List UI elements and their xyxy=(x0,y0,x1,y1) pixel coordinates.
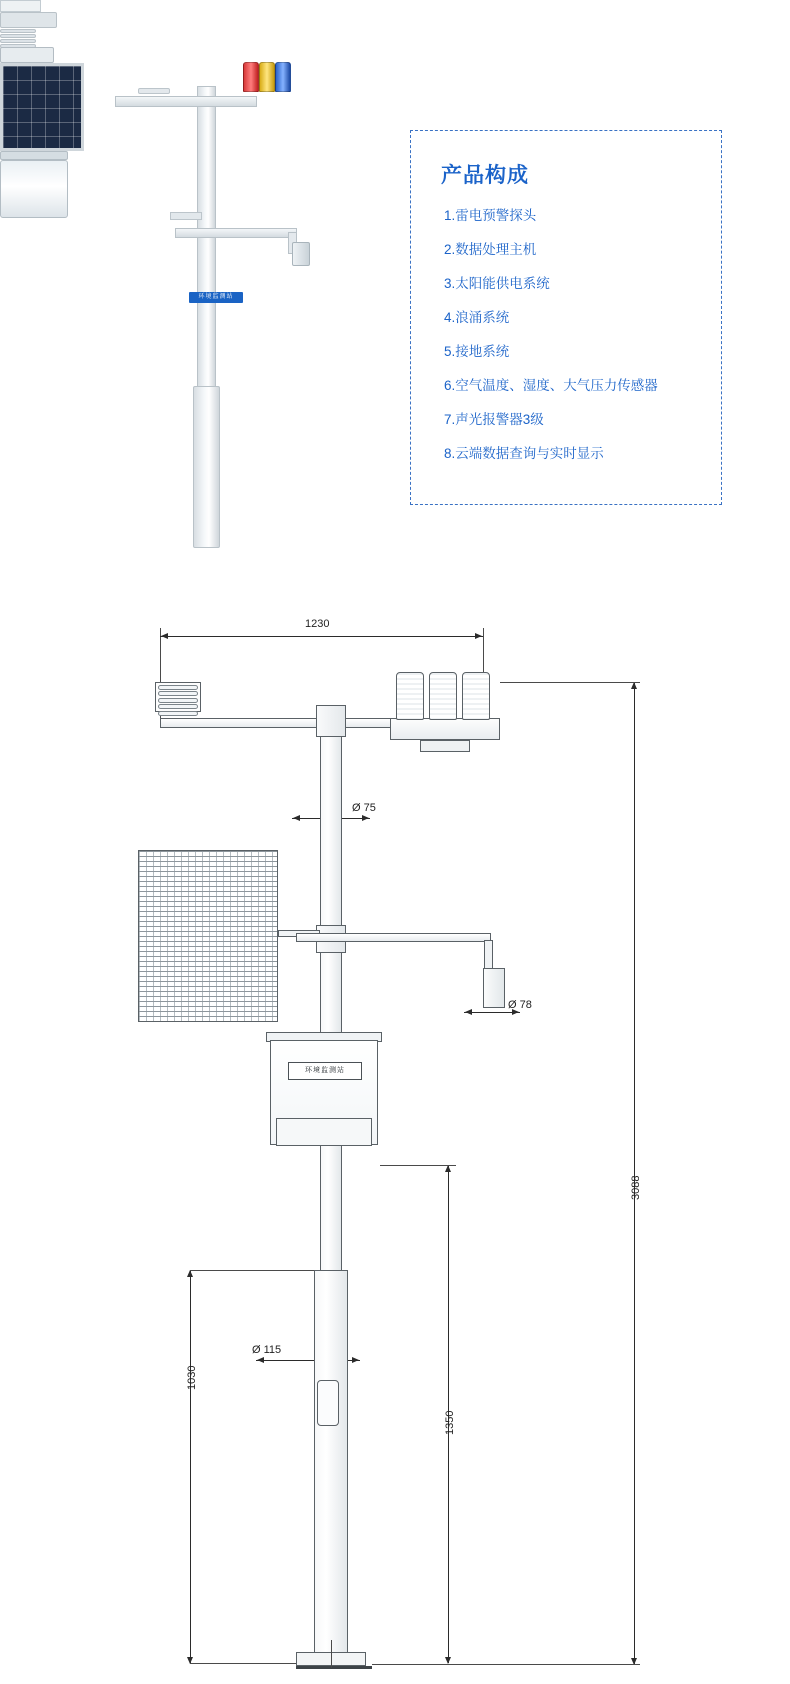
dim-1350: 1350 xyxy=(444,1410,456,1435)
photo-shield-stem xyxy=(138,88,170,94)
drawing-base-centerline xyxy=(331,1640,332,1668)
dim-top-width: 1230 xyxy=(305,618,330,630)
photo-host-box xyxy=(0,160,68,218)
drawing-pole-lower xyxy=(314,1270,348,1660)
photo-solar-bracket xyxy=(170,212,202,220)
drawing-lamp-bracket xyxy=(420,740,470,752)
photo-cross-arm xyxy=(115,96,257,107)
list-item: 8.云端数据查询与实时显示 xyxy=(444,446,604,461)
drawing-radiation-shield xyxy=(155,682,201,712)
drawing-alarm-lamp-2 xyxy=(429,672,457,720)
drawing-solar-panel xyxy=(138,850,278,1022)
list-item: 1.雷电预警探头 xyxy=(444,208,537,223)
drawing-sensor-arm xyxy=(296,933,491,942)
photo-pole-lower xyxy=(193,386,220,548)
drawing-alarm-lamp-1 xyxy=(396,672,424,720)
lightning-sensor-icon xyxy=(292,242,310,266)
list-item: 5.接地系统 xyxy=(444,344,510,359)
photo-lamp-base xyxy=(0,47,54,63)
drawing-device-label: 环境监测站 xyxy=(288,1062,362,1080)
dim-dia-115: Ø 115 xyxy=(252,1344,282,1356)
photo-base-collar xyxy=(0,0,41,12)
list-item: 7.声光报警器3级 xyxy=(444,412,544,427)
ext-line-1030-bottom xyxy=(190,1663,300,1664)
list-item: 4.浪涌系统 xyxy=(444,310,510,325)
ext-line-1350-top xyxy=(380,1165,456,1166)
dim-1030: 1030 xyxy=(186,1365,198,1390)
dim-dia-75: Ø 75 xyxy=(352,802,376,814)
list-item: 6.空气温度、湿度、大气压力传感器 xyxy=(444,378,658,393)
drawing-lightning-sensor xyxy=(483,968,505,1008)
dim-line-total-height xyxy=(634,682,635,1664)
drawing-arm-collar-top xyxy=(316,705,346,737)
composition-list xyxy=(444,199,714,471)
drawing-host-box-lower xyxy=(276,1118,372,1146)
drawing-ground-line xyxy=(296,1666,372,1669)
ext-line-total-top xyxy=(500,682,640,683)
drawing-access-door xyxy=(317,1380,339,1426)
dim-total-height: 3088 xyxy=(630,1175,642,1200)
dim-line-1030 xyxy=(190,1270,191,1663)
alarm-lamp-blue-icon xyxy=(275,62,291,92)
alarm-lamp-red-icon xyxy=(243,62,259,92)
drawing-lamp-base xyxy=(390,718,500,740)
panel-heading: 产品构成 xyxy=(441,164,529,187)
technical-drawing xyxy=(0,600,790,1684)
radiation-shield-icon xyxy=(0,29,36,47)
drawing-alarm-lamp-3 xyxy=(462,672,490,720)
list-item: 3.太阳能供电系统 xyxy=(444,276,550,291)
device-label-plate: 环境监测站 xyxy=(189,292,243,303)
dim-dia-78: Ø 78 xyxy=(508,999,532,1011)
product-composition-panel xyxy=(410,130,722,505)
dim-line-top-width xyxy=(160,636,483,637)
photo-sensor-arm xyxy=(175,228,297,238)
list-item: 2.数据处理主机 xyxy=(444,242,537,257)
photo-base-plate xyxy=(0,12,57,28)
drawing-sensor-drop xyxy=(484,940,493,970)
ext-line-1030-top xyxy=(190,1270,314,1271)
ext-line-total-bottom xyxy=(372,1664,640,1665)
product-photo xyxy=(0,0,400,600)
solar-panel-icon xyxy=(0,63,84,151)
photo-host-box-lid xyxy=(0,151,68,160)
alarm-lamp-yellow-icon xyxy=(259,62,275,92)
